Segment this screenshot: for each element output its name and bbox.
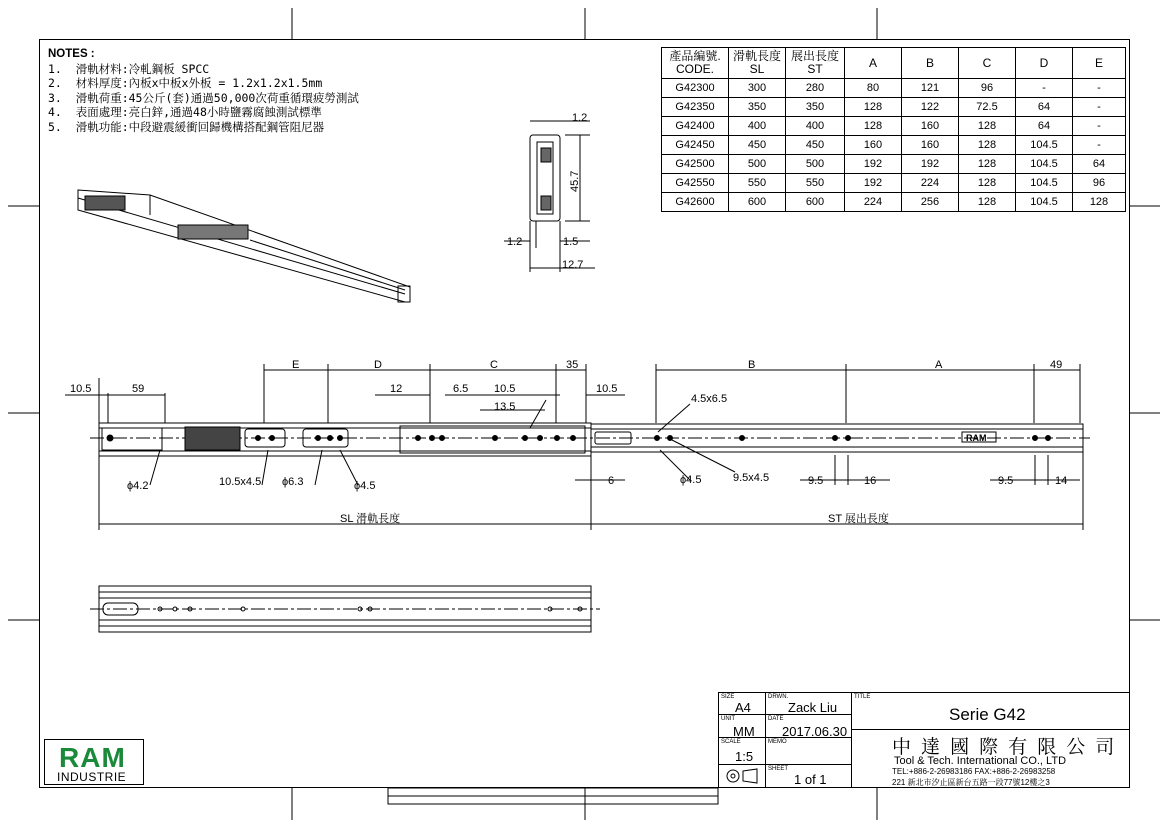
table-cell: 550 [786,174,845,193]
dim-label: 10.5 [70,383,92,395]
dim-label: 4.5x6.5 [691,393,728,405]
dim-label: B [748,359,756,371]
table-header-cell: D [1016,48,1073,79]
table-header-cell: E [1073,48,1126,79]
table-cell: 350 [729,98,786,117]
table-cell: 450 [786,136,845,155]
dim-label: 59 [132,383,145,395]
table-cell: 160 [845,136,902,155]
table-cell: 600 [786,193,845,212]
sl-label: SL 滑軌長度 [340,513,401,525]
section-dim-width: 12.7 [562,259,584,271]
table-cell: 80 [845,79,902,98]
rail-bottom-view [90,586,600,632]
tb-scale-cell: SCALE 1:5 [718,737,766,765]
tb-size-cell: SIZE A4 [718,692,766,715]
table-header-cell: 產品編號. CODE. [662,48,729,79]
table-cell: 300 [729,79,786,98]
table-cell: 96 [1073,174,1126,193]
table-cell: 128 [845,117,902,136]
table-cell: G42400 [662,117,729,136]
table-cell: G42300 [662,79,729,98]
dim-label: 9.5x4.5 [733,472,770,484]
table-cell: 350 [786,98,845,117]
table-cell: 600 [729,193,786,212]
table-cell: 400 [786,117,845,136]
tb-company-cell [851,729,1130,788]
table-cell: 256 [902,193,959,212]
table-cell: 104.5 [1016,155,1073,174]
section-dim-right: 1.5 [563,236,579,248]
table-cell: 500 [786,155,845,174]
dim-label: 6.5 [453,383,469,395]
table-cell: 224 [845,193,902,212]
section-dim-left: 1.2 [507,236,523,248]
table-cell: 104.5 [1016,193,1073,212]
dim-label: 10.5 [596,383,618,395]
table-cell: 224 [902,174,959,193]
table-cell: 72.5 [959,98,1016,117]
table-cell: 128 [959,136,1016,155]
section-dim-top: 1.2 [572,112,588,124]
tb-date-cell: DATE 2017.06.30 [765,714,852,738]
table-cell: 64 [1016,117,1073,136]
top-dimension-lines [65,364,1080,432]
note-item: 3. 滑軌荷重:45公斤(套)通過50,000次荷重循環疲勞測試 [48,90,359,105]
company-address: 221 新北市汐止區新台五路一段77號12樓之3 [892,778,1050,787]
logo-subtitle: INDUSTRIE [57,770,127,784]
table-cell: 128 [959,117,1016,136]
table-cell: - [1073,79,1126,98]
dim-label: D [374,359,382,371]
tb-projection-cell [718,764,766,788]
rail-brand-mark: RAM [966,433,987,443]
dim-label: ϕ4.5 [354,480,376,492]
dim-label: 35 [566,359,579,371]
dim-label: 49 [1050,359,1063,371]
tb-drawn-cell: DRWN. Zack Liu [765,692,852,715]
table-cell: 192 [845,174,902,193]
notes-heading: NOTES : [48,48,95,60]
isometric-rail-view [78,190,410,302]
table-cell: 550 [729,174,786,193]
table-cell: 121 [902,79,959,98]
table-cell: 104.5 [1016,136,1073,155]
table-cell: 400 [729,117,786,136]
table-cell: 128 [959,193,1016,212]
tb-title-cell: TITLE Serie G42 [851,692,1130,730]
table-header-cell: B [902,48,959,79]
st-label: ST 展出長度 [828,513,889,525]
table-cell: 192 [902,155,959,174]
table-cell: 280 [786,79,845,98]
note-item: 1. 滑軌材料:冷軋鋼板 SPCC [48,61,210,76]
tb-sheet-cell: SHEET 1 of 1 [765,764,852,788]
table-header-cell: 展出長度 ST [786,48,845,79]
dim-label: 13.5 [494,401,516,413]
table-cell: - [1016,79,1073,98]
drawing-title: Serie G42 [949,705,1026,724]
dim-label: 12 [390,383,403,395]
note-item: 5. 滑軌功能:中段避震緩衝回歸機構搭配鋼管阻尼器 [48,119,325,134]
table-cell: 104.5 [1016,174,1073,193]
table-cell: 192 [845,155,902,174]
table-cell: G42600 [662,193,729,212]
table-cell: 122 [902,98,959,117]
table-cell: 64 [1073,155,1126,174]
tb-unit-cell: UNIT MM [718,714,766,738]
ram-logo [44,739,144,785]
dim-label: 9.5 [808,475,824,487]
logo-brand: RAM [59,742,126,773]
table-cell: G42450 [662,136,729,155]
table-cell: 500 [729,155,786,174]
table-cell: 128 [1073,193,1126,212]
dim-label: ϕ6.3 [282,476,304,488]
dim-label: 10.5 [494,383,516,395]
table-cell: 450 [729,136,786,155]
dim-label: A [935,359,943,371]
table-cell: 64 [1016,98,1073,117]
table-cell: 96 [959,79,1016,98]
table-cell: 160 [902,117,959,136]
dim-label: E [292,359,300,371]
table-cell: G42550 [662,174,729,193]
tb-memo-cell: MEMO [765,737,852,765]
dim-label: ϕ4.5 [680,474,702,486]
cross-section-view [504,121,595,272]
company-contact: TEL:+886-2-26983186 FAX:+886-2-26983258 [892,767,1056,776]
company-name-cn: 中 達 國 際 有 限 公 司 [892,736,1117,758]
table-cell: - [1073,117,1126,136]
dim-label: 16 [864,475,877,487]
dim-label: 10.5x4.5 [219,476,262,488]
table-cell: - [1073,136,1126,155]
dim-label: C [490,359,498,371]
section-dim-height: 45.7 [569,170,581,192]
table-cell: 160 [902,136,959,155]
dim-label: 9.5 [998,475,1014,487]
dim-label: 6 [608,475,615,487]
note-item: 4. 表面處理:亮白鋅,通過48小時鹽霧腐蝕測試標準 [48,105,322,119]
table-header-cell: A [845,48,902,79]
projection-symbol-icon [719,765,765,787]
company-name-en: Tool & Tech. International CO., LTD [894,755,1067,767]
note-item: 2. 材料厚度:內板x中板x外板 = 1.2x1.2x1.5mm [48,76,323,90]
table-cell: G42500 [662,155,729,174]
table-cell: 128 [845,98,902,117]
table-header-cell: 滑軌長度 SL [729,48,786,79]
table-cell: 128 [959,174,1016,193]
table-cell: - [1073,98,1126,117]
dim-label: ϕ4.2 [127,480,149,492]
table-cell: 128 [959,155,1016,174]
table-cell: G42350 [662,98,729,117]
dim-label: 14 [1055,475,1068,487]
table-header-cell: C [959,48,1016,79]
rail-side-view [99,423,1083,456]
